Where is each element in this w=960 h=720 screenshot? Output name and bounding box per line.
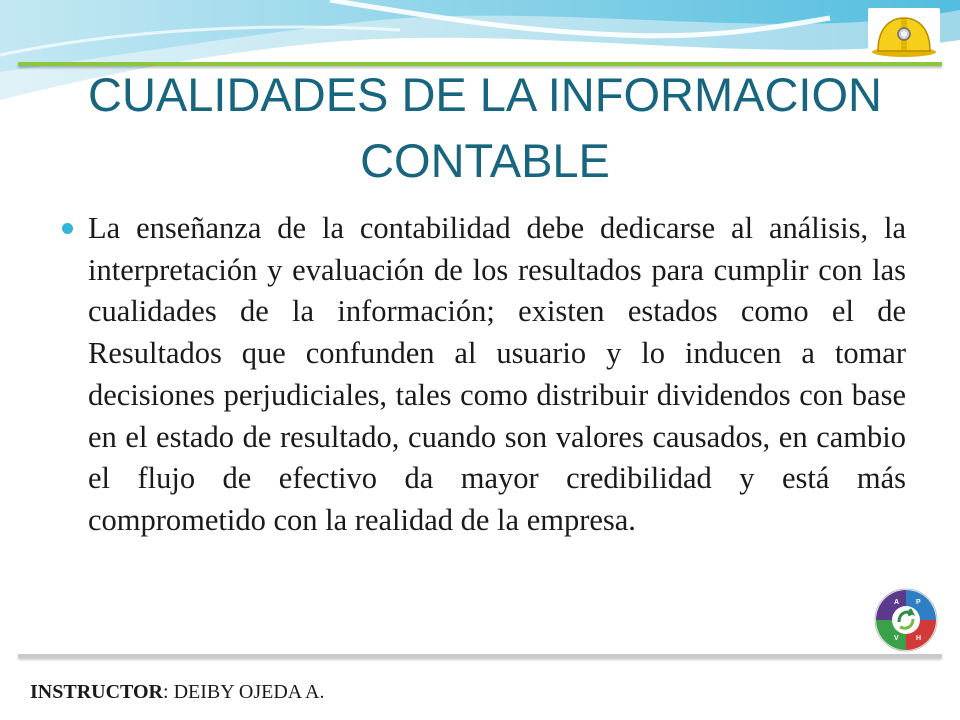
svg-text:A: A	[894, 599, 900, 606]
instructor-credit	[30, 681, 325, 704]
footer-divider	[18, 654, 942, 658]
phva-cycle-icon	[872, 587, 940, 653]
instructor-name: DEIBY OJEDA A.	[173, 681, 325, 703]
svg-text:V: V	[894, 635, 899, 642]
instructor-separator: :	[163, 681, 174, 703]
bullet-dot-icon	[62, 223, 73, 234]
slide-title	[40, 62, 930, 194]
bullet-item	[62, 208, 906, 542]
instructor-label: INSTRUCTOR	[30, 681, 163, 703]
slide-title-line-1: CUALIDADES DE LA INFORMACION	[88, 68, 882, 121]
svg-text:P: P	[916, 599, 921, 606]
svg-text:H: H	[916, 635, 922, 642]
helmet-logo-box	[868, 8, 940, 60]
bullet-paragraph: La enseñanza de la contabilidad debe dedicarse al análisis, la interpretación y evaluación de los resultados para cumplir con las cualidades de la información; existen estados como el de Resultados que confunden al usuario y lo inducen a tomar decisiones perjudiciales, tales como distribuir dividendos con base en el estado de resultado, cuando son valores causados, en cambio el flujo de efectivo da mayor credibilidad y está más comprometido con la realidad de la empresa.	[88, 211, 906, 537]
slide-title-line-2: CONTABLE	[360, 134, 610, 187]
safety-helmet-icon	[868, 8, 940, 60]
